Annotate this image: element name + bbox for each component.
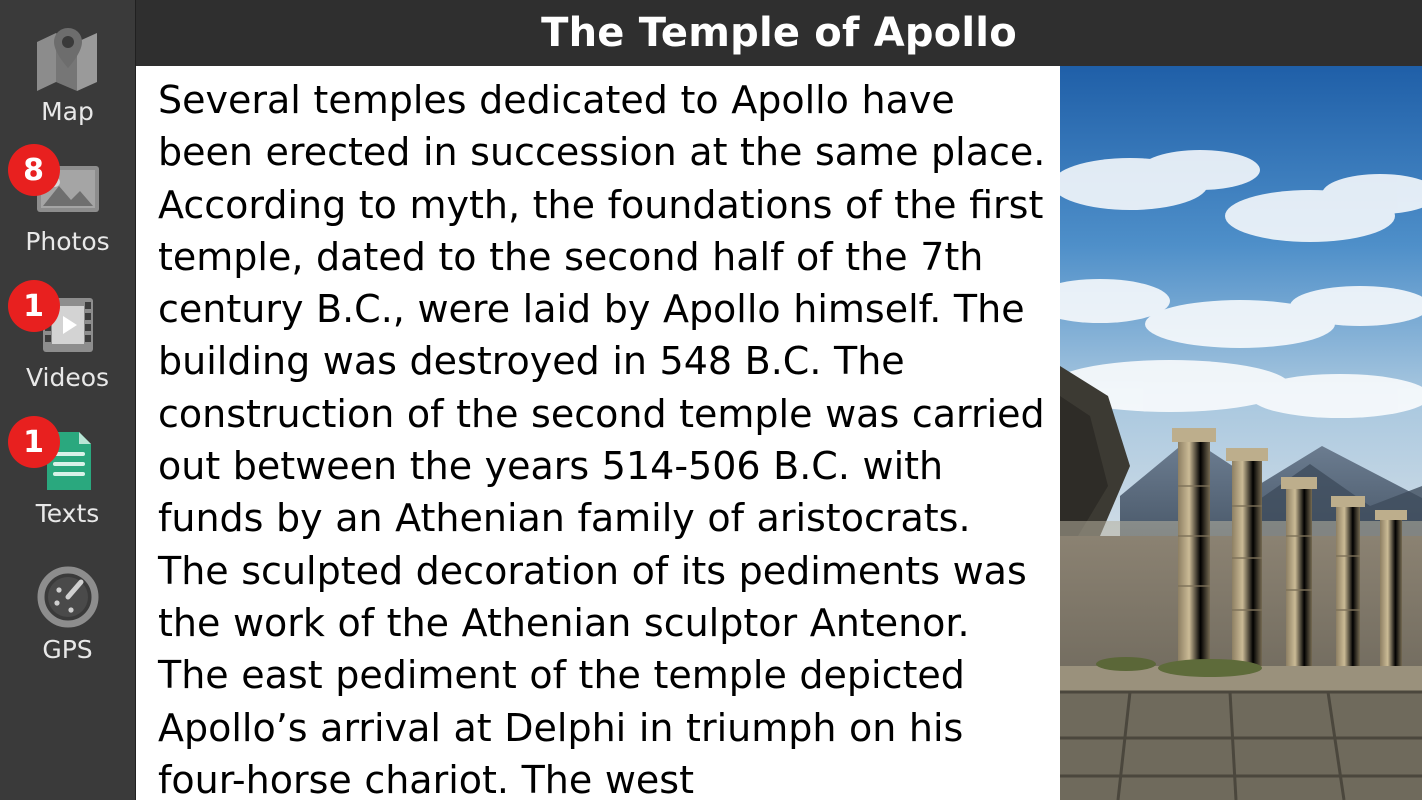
map-icon (31, 22, 105, 96)
article-body: Several temples dedicated to Apollo have been erected in succession at the same place. According to myth, the foundations of the first temple, dated to the second half of the 7th century B.C., were laid by Apollo himself. The building was destroyed in 548 B.C. The construction of the second temple was carried out between the years 514-506 B.C. with funds by an Athenian family of aristocrats. The sculpted decoration of its pediments was the work of the Athenian sculptor Antenor. The east pediment of the temple depicted Apollo’s arrival at Delphi in triumph on his four-horse chariot. The west (158, 78, 1058, 800)
page-title: The Temple of Apollo (541, 10, 1017, 56)
sidebar-item-label: Photos (25, 227, 110, 256)
sidebar-item-photos[interactable] (0, 152, 136, 288)
site-photo[interactable] (1060, 66, 1422, 800)
sidebar-item-texts[interactable] (0, 424, 136, 560)
sidebar-item-label: Texts (35, 499, 100, 528)
sidebar-item-label: Videos (25, 363, 110, 392)
article-text-panel[interactable] (136, 66, 1060, 800)
sidebar-item-gps[interactable] (0, 560, 136, 690)
sidebar-item-map[interactable] (0, 22, 136, 152)
temple-photo-graphic (1060, 66, 1422, 800)
photos-badge: 8 (8, 144, 60, 196)
sidebar-item-label: Map (41, 97, 94, 126)
sidebar-item-label: GPS (42, 635, 93, 664)
sidebar-item-videos[interactable] (0, 288, 136, 424)
sidebar (0, 0, 136, 800)
gps-icon (31, 560, 105, 634)
header-bar (136, 0, 1422, 66)
texts-badge: 1 (8, 416, 60, 468)
videos-badge: 1 (8, 280, 60, 332)
